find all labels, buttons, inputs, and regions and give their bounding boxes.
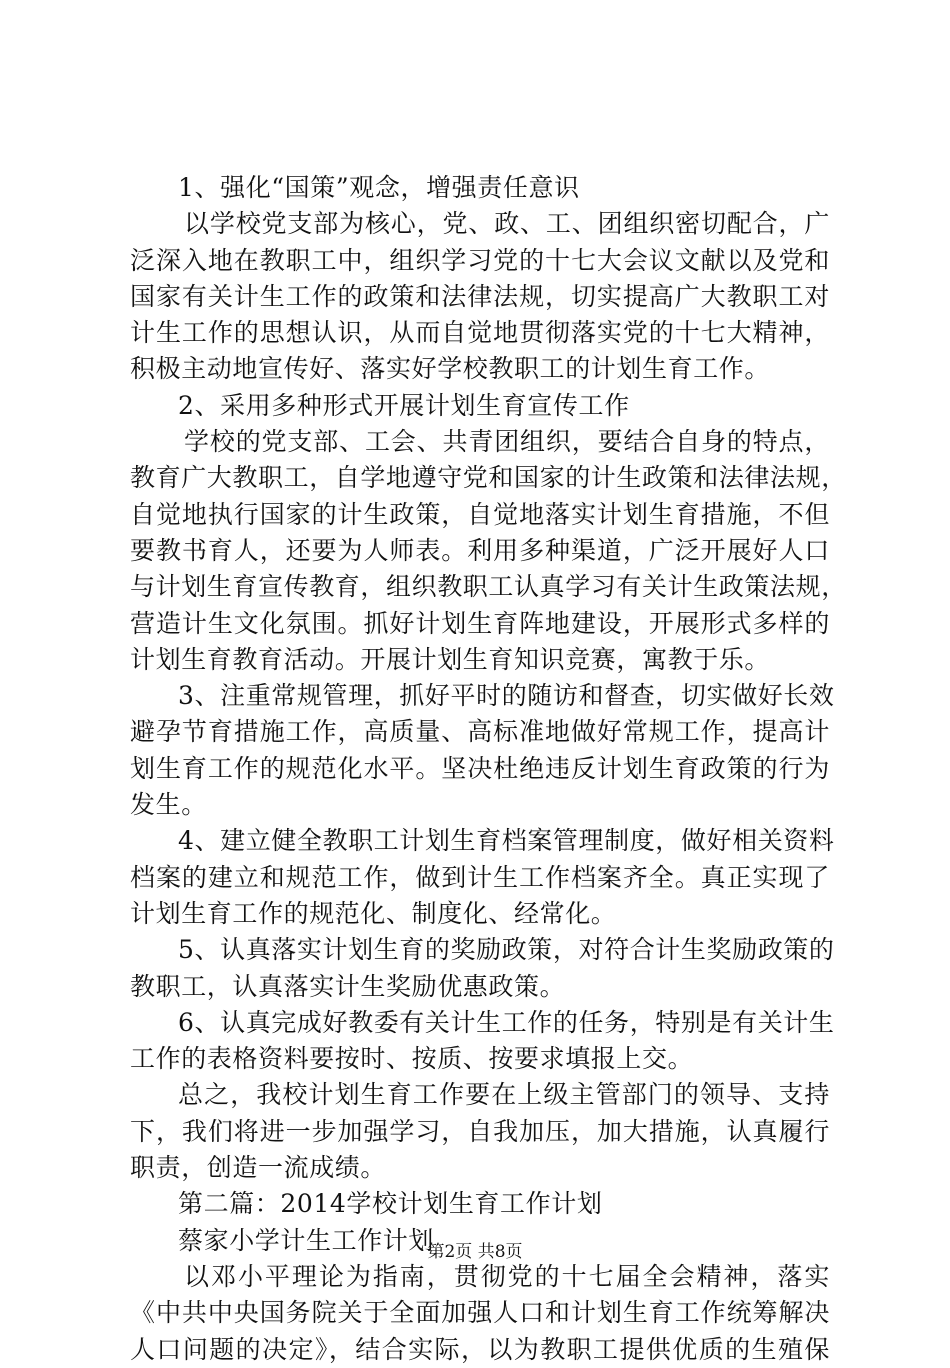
text-line: 要教书育人，还要为人师表。利用多种渠道，广泛开展好人口 <box>130 535 830 565</box>
page-footer: 第2页 共8页 <box>427 1242 523 1262</box>
text-line: 计生工作的思想认识，从而自觉地贯彻落实党的十七大精神， <box>130 318 830 348</box>
text-line: 5、认真落实计划生育的奖励政策，对符合计生奖励政策的 <box>178 935 835 965</box>
text-line: 4、建立健全教职工计划生育档案管理制度，做好相关资料 <box>178 826 835 856</box>
text-line: 计划生育教育活动。开展计划生育知识竞赛，寓教于乐。 <box>130 644 771 674</box>
text-line: 蔡家小学计生工作计划 <box>178 1225 435 1255</box>
text-line: 《中共中央国务院关于全面加强人口和计划生育工作统筹解决 <box>130 1298 830 1328</box>
text-line: 国家有关计生工作的政策和法律法规，切实提高广大教职工对 <box>130 281 830 311</box>
text-line: 与计划生育宣传教育，组织教职工认真学习有关计生政策法规， <box>130 572 847 602</box>
text-line: 以邓小平理论为指南，贯彻党的十七届全会精神，落实 <box>184 1261 830 1291</box>
text-line: 营造计生文化氛围。抓好计划生育阵地建设，开展形式多样的 <box>130 608 830 638</box>
text-line: 6、认真完成好教委有关计生工作的任务，特别是有关计生 <box>178 1007 835 1037</box>
text-line: 教育广大教职工，自学地遵守党和国家的计生政策和法律法规， <box>130 463 847 493</box>
document-body <box>130 170 847 1368</box>
text-line: 3、注重常规管理，抓好平时的随访和督查，切实做好长效 <box>178 681 835 711</box>
text-line: 档案的建立和规范工作，做到计生工作档案齐全。真正实现了 <box>130 862 830 892</box>
text-line: 2、采用多种形式开展计划生育宣传工作 <box>178 390 630 420</box>
text-line: 避孕节育措施工作，高质量、高标准地做好常规工作，提高计 <box>130 717 830 747</box>
text-line: 人口问题的决定》，结合实际，以为教职工提供优质的生殖保 <box>130 1334 830 1364</box>
text-line: 工作的表格资料要按时、按质、按要求填报上交。 <box>130 1044 694 1074</box>
text-line: 学校的党支部、工会、共青团组织，要结合自身的特点， <box>184 427 830 457</box>
text-line: 以学校党支部为核心，党、政、工、团组织密切配合，广 <box>184 209 830 239</box>
text-line: 1、强化“国策”观念，增强责任意识 <box>178 173 580 202</box>
text-line: 发生。 <box>130 790 207 820</box>
text-line: 下，我们将进一步加强学习，自我加压，加大措施，认真履行 <box>130 1116 830 1146</box>
text-line: 职责，创造一流成绩。 <box>130 1153 387 1183</box>
text-line: 划生育工作的规范化水平。坚决杜绝违反计划生育政策的行为 <box>130 753 830 783</box>
text-line: 泛深入地在教职工中，组织学习党的十七大会议文献以及党和 <box>130 245 830 275</box>
text-line: 总之，我校计划生育工作要在上级主管部门的领导、支持 <box>178 1080 830 1110</box>
text-line: 自觉地执行国家的计生政策，自觉地落实计划生育措施，不但 <box>130 499 830 529</box>
text-line: 教职工，认真落实计生奖励优惠政策。 <box>130 971 566 1001</box>
text-line: 积极主动地宣传好、落实好学校教职工的计划生育工作。 <box>130 354 771 384</box>
text-line: 计划生育工作的规范化、制度化、经常化。 <box>130 898 617 928</box>
text-line: 第二篇：2014学校计划生育工作计划 <box>178 1189 603 1219</box>
